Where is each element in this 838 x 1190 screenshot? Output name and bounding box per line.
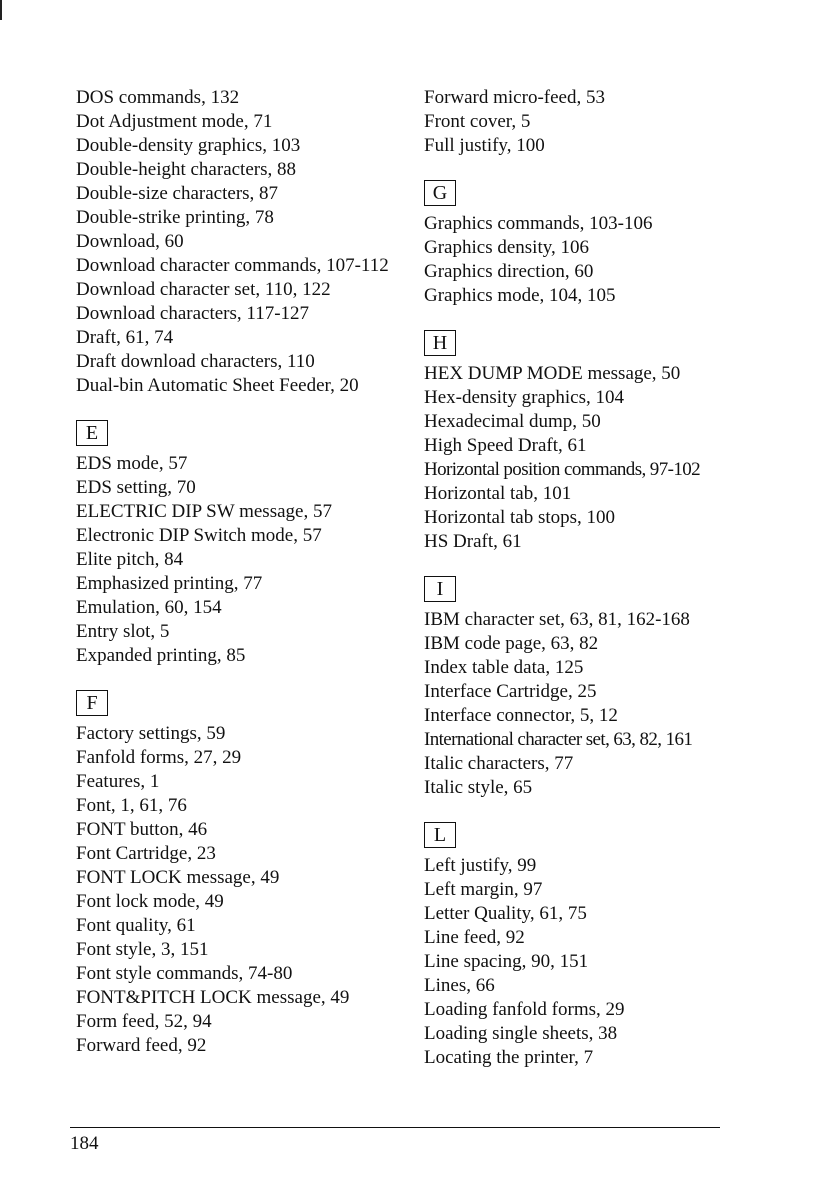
index-entry: Lines, 66 [424, 975, 495, 996]
index-entry: Graphics density, 106 [424, 237, 589, 258]
index-entry: Dual-bin Automatic Sheet Feeder, 20 [76, 375, 359, 396]
entry-list [424, 86, 744, 158]
index-entry: Emphasized printing, 77 [76, 573, 263, 594]
section-letter-box: F [76, 690, 108, 716]
index-entry: Font Cartridge, 23 [76, 843, 216, 864]
index-entry: Loading fanfold forms, 29 [424, 999, 625, 1020]
index-entry: Horizontal position commands, 97-102 [424, 459, 701, 480]
index-entry: Font, 1, 61, 76 [76, 795, 187, 816]
index-entry: Interface connector, 5, 12 [424, 705, 618, 726]
index-entry: EDS mode, 57 [76, 453, 188, 474]
index-entry: Left justify, 99 [424, 855, 537, 876]
index-entry: Locating the printer, 7 [424, 1047, 594, 1068]
index-entry: Font style commands, 74-80 [76, 963, 293, 984]
index-entry: Electronic DIP Switch mode, 57 [76, 525, 322, 546]
index-entry: Download character set, 110, 122 [76, 279, 331, 300]
index-entry: Factory settings, 59 [76, 723, 226, 744]
index-entry: Features, 1 [76, 771, 160, 792]
index-section-e [76, 398, 396, 668]
entry-list [424, 362, 744, 554]
index-entry: DOS commands, 132 [76, 87, 240, 108]
index-entry: Elite pitch, 84 [76, 549, 184, 570]
index-entry: HS Draft, 61 [424, 531, 522, 552]
index-entry: Graphics mode, 104, 105 [424, 285, 616, 306]
entry-list [76, 86, 396, 398]
index-entry: Emulation, 60, 154 [76, 597, 222, 618]
index-entry: Front cover, 5 [424, 111, 531, 132]
index-entry: Italic style, 65 [424, 777, 533, 798]
index-entry: FONT LOCK message, 49 [76, 867, 280, 888]
index-entry: Forward feed, 92 [76, 1035, 207, 1056]
index-entry: Font style, 3, 151 [76, 939, 209, 960]
footer-rule [70, 1127, 720, 1128]
section-letter-box: I [424, 576, 456, 602]
entry-list [424, 212, 744, 308]
index-entry: Double-strike printing, 78 [76, 207, 274, 228]
index-entry: Draft download characters, 110 [76, 351, 315, 372]
index-entry: High Speed Draft, 61 [424, 435, 587, 456]
index-entry: Italic characters, 77 [424, 753, 574, 774]
index-entry: Line spacing, 90, 151 [424, 951, 589, 972]
index-entry: Left margin, 97 [424, 879, 543, 900]
index-column-right [424, 86, 744, 1070]
index-entry: Hexadecimal dump, 50 [424, 411, 601, 432]
index-entry: Horizontal tab stops, 100 [424, 507, 616, 528]
page-number: 184 [70, 1133, 99, 1154]
index-entry: Hex-density graphics, 104 [424, 387, 624, 408]
index-entry: Download, 60 [76, 231, 184, 252]
index-entry: Line feed, 92 [424, 927, 525, 948]
index-entry: IBM code page, 63, 82 [424, 633, 599, 654]
index-section-f [76, 668, 396, 1058]
index-section-g [424, 158, 744, 308]
entry-list [76, 722, 396, 1058]
index-section-l [424, 800, 744, 1070]
index-entry: EDS setting, 70 [76, 477, 196, 498]
index-entry: Loading single sheets, 38 [424, 1023, 618, 1044]
index-entry: Expanded printing, 85 [76, 645, 246, 666]
index-section-i [424, 554, 744, 800]
scan-edge-mark [0, 0, 2, 20]
index-entry: Letter Quality, 61, 75 [424, 903, 587, 924]
index-entry: Font quality, 61 [76, 915, 196, 936]
index-entry: Interface Cartridge, 25 [424, 681, 597, 702]
section-letter-box: E [76, 420, 108, 446]
index-entry: Horizontal tab, 101 [424, 483, 572, 504]
index-entry: Font lock mode, 49 [76, 891, 224, 912]
entry-list [424, 854, 744, 1070]
index-entry: Dot Adjustment mode, 71 [76, 111, 273, 132]
index-section-f-continued [424, 86, 744, 158]
index-entry: Download characters, 117-127 [76, 303, 310, 324]
index-section-d [76, 86, 396, 398]
index-entry: International character set, 63, 82, 161 [424, 729, 693, 750]
index-entry: FONT button, 46 [76, 819, 208, 840]
index-section-h [424, 308, 744, 554]
index-entry: Form feed, 52, 94 [76, 1011, 212, 1032]
index-entry: Full justify, 100 [424, 135, 545, 156]
section-letter-box: H [424, 330, 456, 356]
index-entry: Double-height characters, 88 [76, 159, 296, 180]
entry-list [76, 452, 396, 668]
index-entry: ELECTRIC DIP SW message, 57 [76, 501, 332, 522]
index-entry: Download character commands, 107-112 [76, 255, 389, 276]
index-entry: HEX DUMP MODE message, 50 [424, 363, 681, 384]
index-entry: Forward micro-feed, 53 [424, 87, 605, 108]
entry-list [424, 608, 744, 800]
index-entry: Entry slot, 5 [76, 621, 170, 642]
section-letter-box: G [424, 180, 456, 206]
index-entry: Double-density graphics, 103 [76, 135, 301, 156]
index-entry: Graphics commands, 103-106 [424, 213, 653, 234]
section-letter-box: L [424, 822, 456, 848]
index-entry: IBM character set, 63, 81, 162-168 [424, 609, 690, 630]
index-entry: Graphics direction, 60 [424, 261, 594, 282]
index-column-left [76, 86, 396, 1058]
index-entry: Index table data, 125 [424, 657, 584, 678]
index-entry: Fanfold forms, 27, 29 [76, 747, 242, 768]
index-entry: Double-size characters, 87 [76, 183, 279, 204]
index-entry: FONT&PITCH LOCK message, 49 [76, 987, 350, 1008]
index-entry: Draft, 61, 74 [76, 327, 174, 348]
